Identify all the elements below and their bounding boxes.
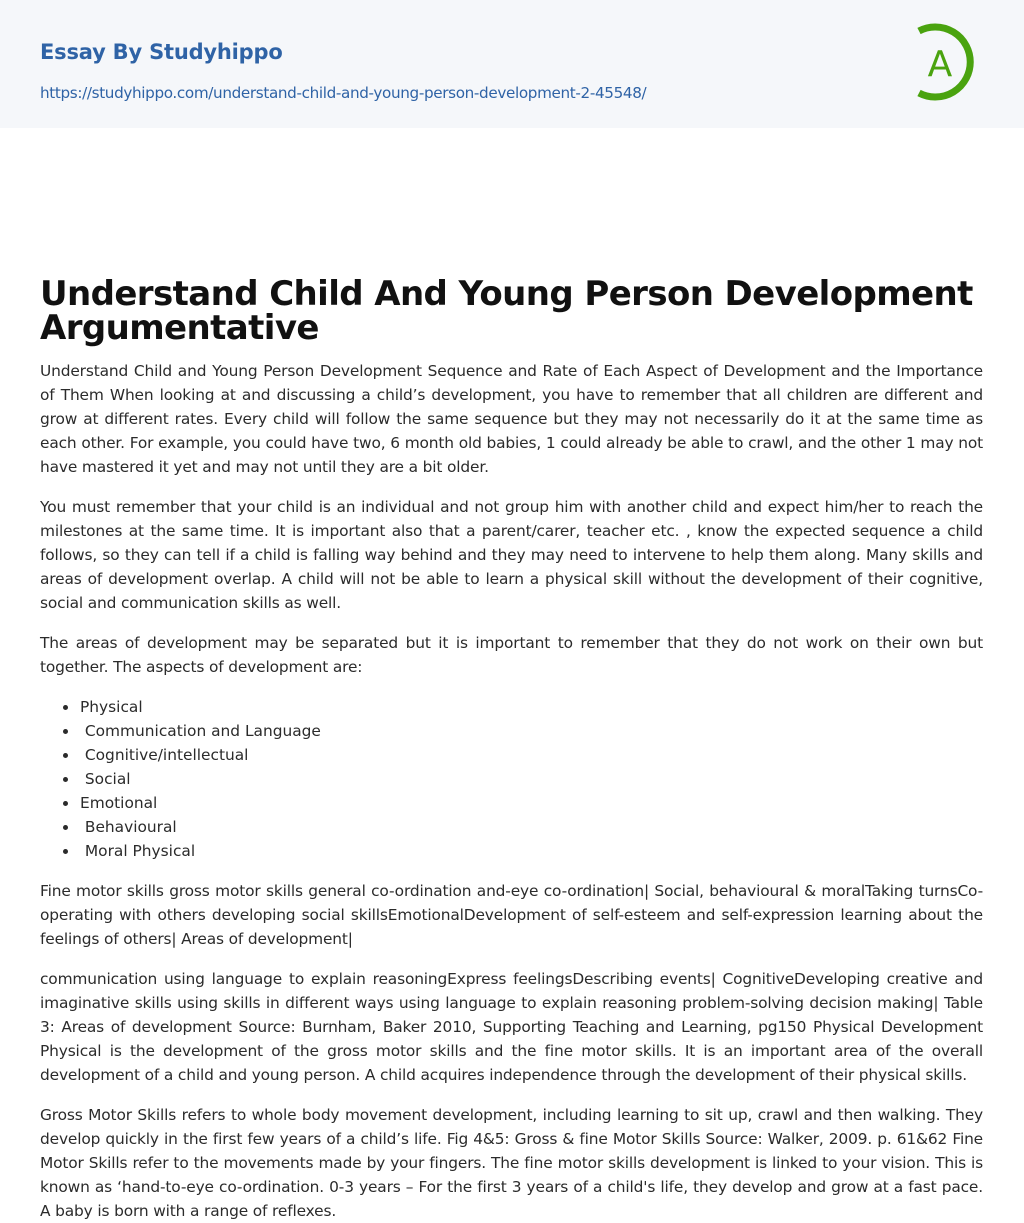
essay-brand-heading: Essay By Studyhippo <box>40 40 283 64</box>
list-item <box>80 743 983 767</box>
list-item <box>80 839 983 863</box>
bullet-icon <box>63 705 68 710</box>
list-item <box>80 719 983 743</box>
bullet-icon <box>63 753 68 758</box>
list-item-label: Communication and Language <box>80 722 321 740</box>
article-paragraph: Gross Motor Skills refers to whole body movement development, including learning to sit up, crawl and then walking. They develop quickly in the first few years of a child’s life. Fig 4&5: Gross & fine Motor Skills Source: Walker, 2009. p. 61&62 Fine Motor Skills refer to the movements made by your fingers. The fine motor skills development is linked to your vision. This is known as ‘hand-to-eye co-ordination. 0-3 years – For the first 3 years of a child's life, they develop and grow at a fast pace. A baby is born with a range of reflexes. <box>40 1106 983 1220</box>
article-paragraph: The areas of development may be separated but it is important to remember that they do not work on their own but together. The aspects of development are: <box>40 634 983 676</box>
list-item <box>80 695 983 719</box>
list-item-label: Social <box>80 770 131 788</box>
article-paragraph: communication using language to explain reasoningExpress feelingsDescribing events| CognitiveDeveloping creative and imaginative skills using skills in different ways using language to explain reasoning problem-solving decision making| Table 3: Areas of development Source: Burnham, Baker 2010, Supporting Teaching and Learning, pg150 Physical Development Physical is the development of the gross motor skills and the fine motor skills. It is an important area of the overall development of a child and young person. A child acquires independence through the development of their physical skills. <box>40 970 983 1084</box>
bullet-icon <box>63 849 68 854</box>
list-item <box>80 767 983 791</box>
article-title: Understand Child And Young Person Development Argumentative <box>40 274 973 348</box>
page-header <box>0 0 1024 128</box>
list-item-label: Behavioural <box>80 818 177 836</box>
list-item-label: Physical <box>80 698 143 716</box>
article-paragraph: Fine motor skills gross motor skills general co-ordination and-eye co-ordination| Social, behavioural & moralTaking turnsCo-operating with others developing social skillsEmotionalDevelopment of self-esteem and self-expression learning about the feelings of others| Areas of development| <box>40 882 983 948</box>
bullet-icon <box>63 825 68 830</box>
bullet-icon <box>63 729 68 734</box>
list-item-label: Emotional <box>80 794 158 812</box>
article-paragraph: Understand Child and Young Person Development Sequence and Rate of Each Aspect of Development and the Importance of Them When looking at and discussing a child’s development, you have to remember that all children are different and grow at different rates. Every child will follow the same sequence but they may not necessarily do it at the same time as each other. For example, you could have two, 6 month old babies, 1 could already be able to crawl, and the other 1 may not have mastered it yet and may not until they are a bit older. <box>40 362 983 476</box>
article-paragraph: You must remember that your child is an individual and not group him with another child and expect him/her to reach the milestones at the same time. It is important also that a parent/carer, teacher etc. , know the expected sequence a child follows, so they can tell if a child is falling way behind and they may need to intervene to help them along. Many skills and areas of development overlap. A child will not be able to learn a physical skill without the development of their cognitive, social and communication skills as well. <box>40 498 983 612</box>
list-item <box>80 791 983 815</box>
development-aspects-list <box>40 695 983 863</box>
bullet-icon <box>63 801 68 806</box>
essay-source-link[interactable]: https://studyhippo.com/understand-child-and-young-person-development-2-45548/ <box>40 84 647 102</box>
list-item-label: Cognitive/intellectual <box>80 746 249 764</box>
article-content <box>0 128 1024 1223</box>
list-item-label: Moral Physical <box>80 842 196 860</box>
list-item <box>80 815 983 839</box>
bullet-icon <box>63 777 68 782</box>
studyhippo-logo-icon[interactable] <box>911 19 987 105</box>
logo-letter: A <box>927 44 953 85</box>
